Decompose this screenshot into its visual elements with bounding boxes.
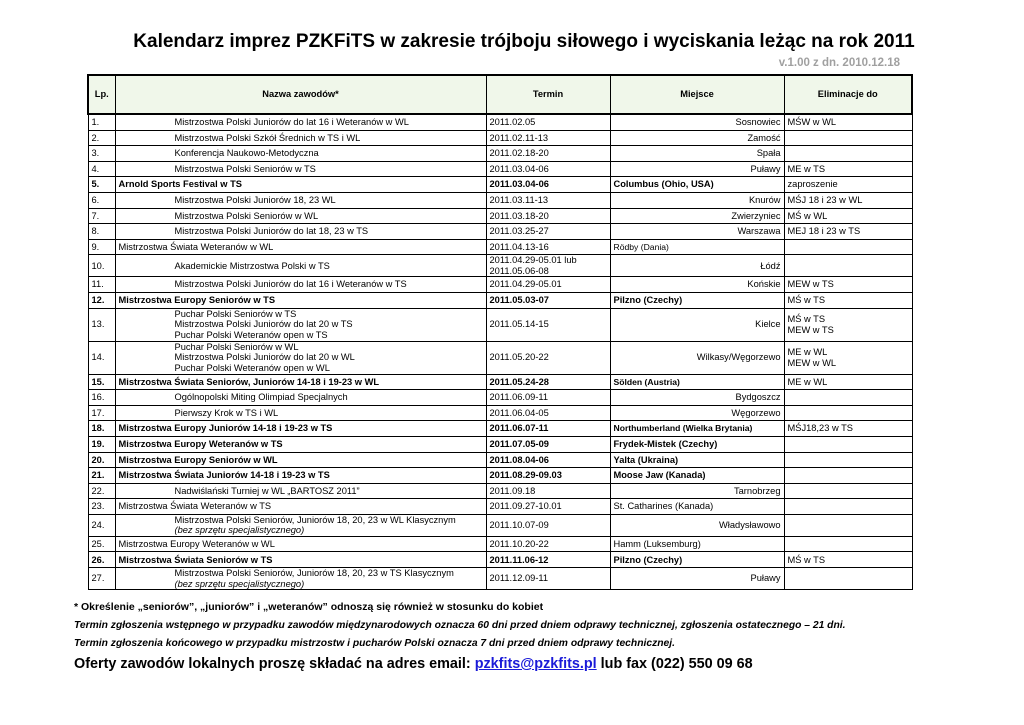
cell-term bbox=[486, 177, 610, 193]
cell-elimination bbox=[784, 421, 912, 437]
cell-event-name bbox=[115, 208, 486, 224]
cell-line: Puchar Polski Weteranów open w TS bbox=[174, 329, 328, 340]
cell-elimination bbox=[784, 277, 912, 293]
cell-place: Sosnowiec bbox=[610, 114, 784, 130]
cell-line: Mistrzostwa Europy Weteranów w WL bbox=[118, 538, 275, 549]
cell-elimination bbox=[784, 536, 912, 552]
cell-line: ME w WL bbox=[787, 347, 828, 358]
cell-place: Zamość bbox=[610, 130, 784, 146]
cell-line: Mistrzostwa Europy Juniorów 14-18 i 19-23 w TS bbox=[118, 423, 333, 434]
cell-lp: 5. bbox=[88, 177, 115, 193]
cell-term bbox=[486, 308, 610, 341]
cell-line: 2011.08.29-09.03 bbox=[489, 470, 562, 481]
cell-event-name bbox=[115, 224, 486, 240]
cell-place: Puławy bbox=[610, 568, 784, 590]
cell-event-name bbox=[115, 436, 486, 452]
cell-lp: 24. bbox=[88, 514, 115, 536]
contact-fax: lub fax (022) 550 09 68 bbox=[596, 656, 753, 672]
events-table bbox=[87, 74, 913, 590]
cell-event-name bbox=[115, 483, 486, 499]
cell-line: Nadwiślański Turniej w WL „BARTOSZ 2011” bbox=[174, 485, 360, 496]
table-row bbox=[88, 468, 912, 484]
cell-line: 2011.08.04-06 bbox=[489, 454, 549, 465]
cell-place: Spała bbox=[610, 146, 784, 162]
cell-elimination bbox=[784, 255, 912, 277]
cell-line: 2011.09.27-10.01 bbox=[489, 501, 562, 512]
cell-lp: 12. bbox=[88, 292, 115, 308]
cell-lp: 20. bbox=[88, 452, 115, 468]
table-row bbox=[88, 161, 912, 177]
cell-elimination bbox=[784, 390, 912, 406]
cell-line: Mistrzostwa Świata Seniorów w TS bbox=[118, 554, 273, 565]
footnote-international-deadline: Termin zgłoszenia wstępnego w przypadku zawodów międzynarodowych oznacza 60 dni przed dniem odprawy technicznej, zgłoszenia ostatecznego – 21 dni. bbox=[74, 620, 846, 631]
cell-elimination bbox=[784, 341, 912, 374]
cell-lp: 6. bbox=[88, 192, 115, 208]
cell-line: 2011.02.05 bbox=[489, 117, 536, 128]
cell-event-name bbox=[115, 192, 486, 208]
cell-line: 2011.06.09-11 bbox=[489, 392, 549, 403]
cell-place: Moose Jaw (Kanada) bbox=[610, 468, 784, 484]
cell-term bbox=[486, 552, 610, 568]
cell-line: 2011.04.13-16 bbox=[489, 241, 549, 252]
cell-event-name bbox=[115, 499, 486, 515]
cell-elimination bbox=[784, 452, 912, 468]
cell-lp: 18. bbox=[88, 421, 115, 437]
cell-lp: 19. bbox=[88, 436, 115, 452]
cell-place: Rödby (Dania) bbox=[610, 239, 784, 255]
cell-elimination bbox=[784, 405, 912, 421]
cell-lp: 27. bbox=[88, 568, 115, 590]
cell-place: Bydgoszcz bbox=[610, 390, 784, 406]
cell-term bbox=[486, 341, 610, 374]
cell-line: Konferencja Naukowo-Metodyczna bbox=[174, 148, 319, 159]
header-name: Nazwa zawodów* bbox=[115, 75, 486, 114]
footnote-contact bbox=[74, 656, 753, 672]
cell-event-name bbox=[115, 177, 486, 193]
table-row bbox=[88, 277, 912, 293]
cell-event-name bbox=[115, 568, 486, 590]
cell-term bbox=[486, 292, 610, 308]
cell-line: 2011.10.07-09 bbox=[489, 520, 549, 531]
cell-elimination bbox=[784, 568, 912, 590]
cell-term bbox=[486, 421, 610, 437]
cell-lp: 26. bbox=[88, 552, 115, 568]
cell-event-name bbox=[115, 255, 486, 277]
cell-elimination bbox=[784, 192, 912, 208]
cell-line: MŚJ 18 i 23 w WL bbox=[787, 195, 863, 206]
cell-event-name bbox=[115, 514, 486, 536]
cell-term bbox=[486, 405, 610, 421]
cell-line: MŚ w TS bbox=[787, 314, 826, 325]
table-row bbox=[88, 239, 912, 255]
cell-line: Mistrzostwa Polski Juniorów do lat 16 i Weteranów w TS bbox=[174, 279, 407, 290]
cell-line: Mistrzostwa Europy Seniorów w TS bbox=[118, 294, 276, 305]
table-row bbox=[88, 255, 912, 277]
table-row bbox=[88, 177, 912, 193]
cell-elimination bbox=[784, 374, 912, 390]
table-row bbox=[88, 192, 912, 208]
table-row bbox=[88, 436, 912, 452]
cell-elimination bbox=[784, 130, 912, 146]
cell-lp: 3. bbox=[88, 146, 115, 162]
cell-line: Mistrzostwa Polski Juniorów do lat 16 i Weteranów w WL bbox=[174, 117, 409, 128]
cell-line: 2011.05.06-08 bbox=[489, 265, 549, 276]
table-row bbox=[88, 224, 912, 240]
cell-term bbox=[486, 468, 610, 484]
cell-line: Pierwszy Krok w TS i WL bbox=[174, 407, 279, 418]
cell-line: 2011.07.05-09 bbox=[489, 438, 549, 449]
cell-line: 2011.12.09-11 bbox=[489, 573, 549, 584]
cell-line: (bez sprzętu specjalistycznego) bbox=[174, 578, 305, 589]
cell-line: MEW w TS bbox=[787, 279, 834, 290]
cell-place: Końskie bbox=[610, 277, 784, 293]
cell-line: Mistrzostwa Polski Seniorów w WL bbox=[174, 210, 319, 221]
cell-place: Warszawa bbox=[610, 224, 784, 240]
page-title: Kalendarz imprez PZKFiTS w zakresie trójboju siłowego i wyciskania leżąc na rok 2011 bbox=[133, 31, 915, 52]
cell-line: MŚ w WL bbox=[787, 210, 828, 221]
cell-event-name bbox=[115, 161, 486, 177]
cell-place: Pilzno (Czechy) bbox=[610, 292, 784, 308]
cell-term bbox=[486, 146, 610, 162]
cell-event-name bbox=[115, 452, 486, 468]
cell-elimination bbox=[784, 308, 912, 341]
cell-line: (bez sprzętu specjalistycznego) bbox=[174, 525, 305, 536]
cell-elimination bbox=[784, 483, 912, 499]
cell-line: Ogólnopolski Miting Olimpiad Specjalnych bbox=[174, 392, 348, 403]
cell-line: 2011.02.11-13 bbox=[489, 132, 549, 143]
cell-elimination bbox=[784, 468, 912, 484]
cell-lp: 1. bbox=[88, 114, 115, 130]
footnote-domestic-deadline: Termin zgłoszenia końcowego w przypadku mistrzostw i pucharów Polski oznacza 7 dni przed dniem odprawy technicznej. bbox=[74, 638, 675, 649]
table-row bbox=[88, 536, 912, 552]
cell-line: 2011.05.24-28 bbox=[489, 376, 549, 387]
cell-line: 2011.03.25-27 bbox=[489, 226, 549, 237]
table-row bbox=[88, 552, 912, 568]
header-elim: Eliminacje do bbox=[784, 75, 912, 114]
cell-line: 2011.10.20-22 bbox=[489, 538, 549, 549]
cell-lp: 11. bbox=[88, 277, 115, 293]
cell-line: 2011.03.04-06 bbox=[489, 179, 549, 190]
cell-term bbox=[486, 239, 610, 255]
cell-lp: 21. bbox=[88, 468, 115, 484]
cell-elimination bbox=[784, 514, 912, 536]
cell-event-name bbox=[115, 390, 486, 406]
cell-event-name bbox=[115, 308, 486, 341]
cell-line: MŚJ18,23 w TS bbox=[787, 423, 853, 434]
cell-line: 2011.03.11-13 bbox=[489, 195, 549, 206]
cell-place: Zwierzyniec bbox=[610, 208, 784, 224]
table-row bbox=[88, 308, 912, 341]
cell-term bbox=[486, 514, 610, 536]
cell-line: Mistrzostwa Polski Juniorów do lat 18, 23 w TS bbox=[174, 226, 369, 237]
header-term: Termin bbox=[486, 75, 610, 114]
table-row bbox=[88, 390, 912, 406]
cell-lp: 15. bbox=[88, 374, 115, 390]
cell-line: MŚW w WL bbox=[787, 117, 837, 128]
cell-place: Łódź bbox=[610, 255, 784, 277]
cell-term bbox=[486, 536, 610, 552]
cell-place: Yalta (Ukraina) bbox=[610, 452, 784, 468]
cell-place: Sölden (Austria) bbox=[610, 374, 784, 390]
cell-lp: 2. bbox=[88, 130, 115, 146]
cell-term bbox=[486, 161, 610, 177]
table-row bbox=[88, 208, 912, 224]
cell-term bbox=[486, 192, 610, 208]
table-row bbox=[88, 405, 912, 421]
cell-line: 2011.05.20-22 bbox=[489, 352, 549, 363]
cell-lp: 10. bbox=[88, 255, 115, 277]
cell-line: MŚ w TS bbox=[787, 294, 826, 305]
cell-place: Pilzno (Czechy) bbox=[610, 552, 784, 568]
cell-event-name bbox=[115, 114, 486, 130]
cell-line: Mistrzostwa Polski Juniorów do lat 20 w WL bbox=[174, 352, 355, 363]
table-row bbox=[88, 341, 912, 374]
cell-line: MŚ w TS bbox=[787, 554, 826, 565]
cell-elimination bbox=[784, 161, 912, 177]
cell-lp: 25. bbox=[88, 536, 115, 552]
cell-lp: 14. bbox=[88, 341, 115, 374]
header-lp: Lp. bbox=[88, 75, 115, 114]
cell-elimination bbox=[784, 146, 912, 162]
cell-event-name bbox=[115, 277, 486, 293]
cell-lp: 4. bbox=[88, 161, 115, 177]
cell-event-name bbox=[115, 146, 486, 162]
cell-line: 2011.04.29-05.01 bbox=[489, 279, 562, 290]
cell-line: Mistrzostwa Świata Juniorów 14-18 i 19-23 w TS bbox=[118, 470, 330, 481]
table-row bbox=[88, 114, 912, 130]
cell-line: 2011.04.29-05.01 lub bbox=[489, 255, 577, 266]
cell-elimination bbox=[784, 499, 912, 515]
cell-lp: 7. bbox=[88, 208, 115, 224]
cell-term bbox=[486, 436, 610, 452]
cell-term bbox=[486, 483, 610, 499]
cell-line: Mistrzostwa Świata Seniorów, Juniorów 14-18 i 19-23 w WL bbox=[118, 376, 380, 387]
cell-term bbox=[486, 390, 610, 406]
cell-line: Akademickie Mistrzostwa Polski w TS bbox=[174, 260, 330, 271]
cell-elimination bbox=[784, 239, 912, 255]
cell-term bbox=[486, 114, 610, 130]
cell-line: 2011.02.18-20 bbox=[489, 148, 549, 159]
cell-line: Mistrzostwa Europy Seniorów w WL bbox=[118, 454, 278, 465]
table-row bbox=[88, 499, 912, 515]
cell-elimination bbox=[784, 292, 912, 308]
cell-line: 2011.09.18 bbox=[489, 485, 536, 496]
cell-line: Puchar Polski Seniorów w TS bbox=[174, 308, 297, 319]
cell-line: Puchar Polski Seniorów w WL bbox=[174, 341, 299, 352]
cell-lp: 17. bbox=[88, 405, 115, 421]
table-header-row bbox=[88, 75, 912, 114]
table-row bbox=[88, 452, 912, 468]
cell-term bbox=[486, 224, 610, 240]
table-row bbox=[88, 568, 912, 590]
cell-event-name bbox=[115, 405, 486, 421]
table-row bbox=[88, 374, 912, 390]
cell-line: MEJ 18 i 23 w TS bbox=[787, 226, 861, 237]
cell-line: Mistrzostwa Polski Seniorów, Juniorów 18, 20, 23 w TS Klasycznym bbox=[174, 568, 454, 579]
cell-event-name bbox=[115, 130, 486, 146]
cell-line: Mistrzostwa Polski Seniorów w TS bbox=[174, 163, 316, 174]
table-row bbox=[88, 146, 912, 162]
cell-place: St. Catharines (Kanada) bbox=[610, 499, 784, 515]
table-row bbox=[88, 130, 912, 146]
cell-line: ME w WL bbox=[787, 376, 828, 387]
cell-line: zaproszenie bbox=[787, 179, 838, 190]
cell-term bbox=[486, 255, 610, 277]
cell-line: Mistrzostwa Świata Weteranów w TS bbox=[118, 501, 272, 512]
cell-line: 2011.05.03-07 bbox=[489, 294, 549, 305]
cell-place: Tarnobrzeg bbox=[610, 483, 784, 499]
contact-text: Oferty zawodów lokalnych proszę składać na adres email: bbox=[74, 656, 475, 672]
cell-line: 2011.06.07-11 bbox=[489, 423, 549, 434]
cell-term bbox=[486, 374, 610, 390]
header-place: Miejsce bbox=[610, 75, 784, 114]
email-link[interactable]: pzkfits@pzkfits.pl bbox=[474, 656, 597, 672]
cell-event-name bbox=[115, 374, 486, 390]
cell-lp: 23. bbox=[88, 499, 115, 515]
cell-place: Węgorzewo bbox=[610, 405, 784, 421]
cell-place: Columbus (Ohio, USA) bbox=[610, 177, 784, 193]
cell-elimination bbox=[784, 436, 912, 452]
cell-lp: 13. bbox=[88, 308, 115, 341]
cell-elimination bbox=[784, 208, 912, 224]
cell-event-name bbox=[115, 239, 486, 255]
table-row bbox=[88, 483, 912, 499]
cell-line: 2011.05.14-15 bbox=[489, 319, 549, 330]
table-row bbox=[88, 514, 912, 536]
cell-term bbox=[486, 568, 610, 590]
cell-line: Arnold Sports Festival w TS bbox=[118, 179, 242, 190]
table-row bbox=[88, 421, 912, 437]
cell-line: 2011.03.18-20 bbox=[489, 210, 549, 221]
cell-event-name bbox=[115, 552, 486, 568]
cell-place: Northumberland (Wielka Brytania) bbox=[610, 421, 784, 437]
cell-line: Puchar Polski Weteranów open w WL bbox=[174, 362, 330, 373]
cell-term bbox=[486, 499, 610, 515]
cell-line: Mistrzostwa Polski Seniorów, Juniorów 18, 20, 23 w WL Klasycznym bbox=[174, 514, 456, 525]
cell-event-name bbox=[115, 468, 486, 484]
cell-lp: 8. bbox=[88, 224, 115, 240]
cell-lp: 16. bbox=[88, 390, 115, 406]
cell-lp: 22. bbox=[88, 483, 115, 499]
table-row bbox=[88, 292, 912, 308]
cell-line: 2011.11.06-12 bbox=[489, 554, 549, 565]
cell-term bbox=[486, 130, 610, 146]
cell-term bbox=[486, 208, 610, 224]
cell-line: 2011.03.04-06 bbox=[489, 163, 549, 174]
cell-elimination bbox=[784, 177, 912, 193]
cell-lp: 9. bbox=[88, 239, 115, 255]
version-label: v.1.00 z dn. 2010.12.18 bbox=[778, 57, 900, 69]
cell-line: 2011.06.04-05 bbox=[489, 407, 549, 418]
cell-line: MEW w WL bbox=[787, 357, 837, 368]
cell-place: Hamm (Luksemburg) bbox=[610, 536, 784, 552]
cell-line: ME w TS bbox=[787, 163, 826, 174]
cell-event-name bbox=[115, 536, 486, 552]
cell-place: Kielce bbox=[610, 308, 784, 341]
cell-elimination bbox=[784, 552, 912, 568]
cell-event-name bbox=[115, 292, 486, 308]
cell-event-name bbox=[115, 341, 486, 374]
cell-line: Mistrzostwa Świata Weteranów w WL bbox=[118, 241, 274, 252]
cell-place: Wilkasy/Węgorzewo bbox=[610, 341, 784, 374]
cell-place: Puławy bbox=[610, 161, 784, 177]
cell-place: Knurów bbox=[610, 192, 784, 208]
cell-elimination bbox=[784, 114, 912, 130]
cell-line: Mistrzostwa Europy Weteranów w TS bbox=[118, 438, 283, 449]
cell-line: MEW w TS bbox=[787, 324, 834, 335]
footnote-definitions: * Określenie „seniorów”, „juniorów” i „weteranów” odnoszą się również w stosunku do kobiet bbox=[74, 601, 544, 613]
cell-elimination bbox=[784, 224, 912, 240]
cell-term bbox=[486, 277, 610, 293]
cell-term bbox=[486, 452, 610, 468]
cell-place: Frydek-Mistek (Czechy) bbox=[610, 436, 784, 452]
cell-event-name bbox=[115, 421, 486, 437]
cell-line: Mistrzostwa Polski Szkół Średnich w TS i WL bbox=[174, 132, 361, 143]
cell-line: Mistrzostwa Polski Juniorów do lat 20 w TS bbox=[174, 319, 353, 330]
cell-line: Mistrzostwa Polski Juniorów 18, 23 WL bbox=[174, 195, 336, 206]
cell-place: Władysławowo bbox=[610, 514, 784, 536]
